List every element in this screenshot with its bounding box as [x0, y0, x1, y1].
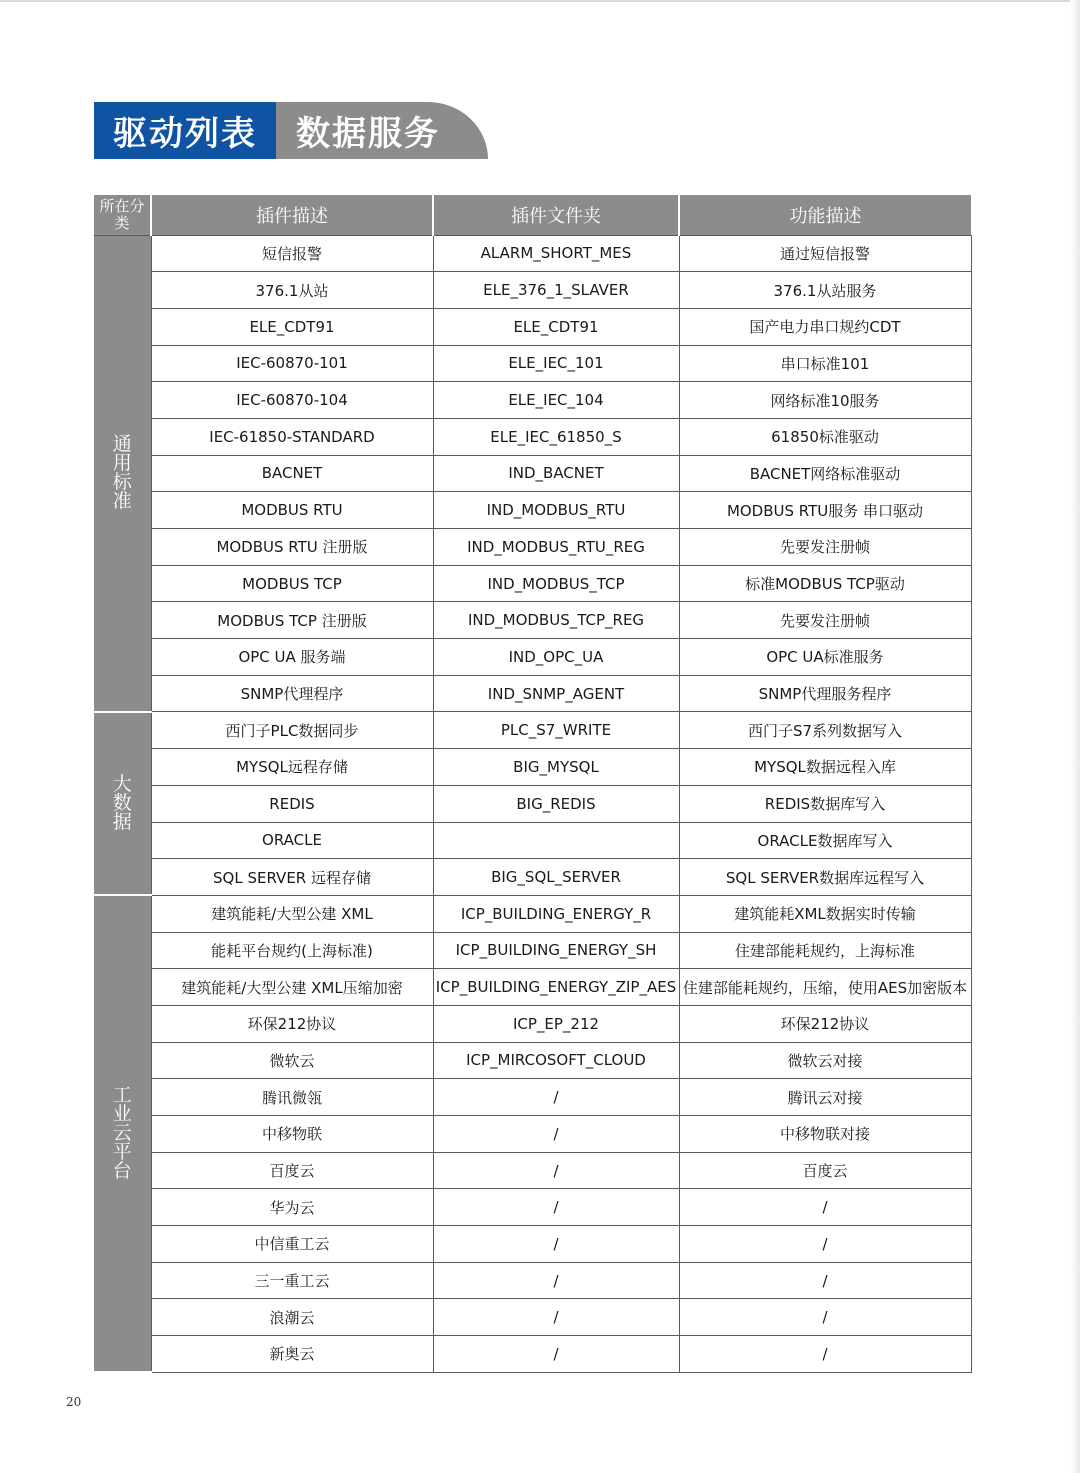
header-plugin: 插件描述: [151, 195, 433, 235]
table-row: [94, 895, 971, 932]
title-secondary: 数据服务: [276, 102, 488, 159]
plugin-cell: MODBUS RTU: [151, 492, 433, 529]
table-row: [94, 1336, 971, 1373]
table-row: [94, 492, 971, 529]
category-cell: [94, 895, 151, 1372]
table-row: [94, 969, 971, 1006]
folder-cell: /: [433, 1079, 679, 1116]
function-cell: 通过短信报警: [679, 235, 971, 272]
function-cell: SQL SERVER数据库远程写入: [679, 859, 971, 896]
table-row: [94, 1116, 971, 1153]
plugin-cell: BACNET: [151, 455, 433, 492]
folder-cell: [433, 822, 679, 859]
function-cell: 串口标准101: [679, 345, 971, 382]
plugin-cell: 环保212协议: [151, 1005, 433, 1042]
folder-cell: BIG_MYSQL: [433, 749, 679, 786]
plugin-cell: 微软云: [151, 1042, 433, 1079]
folder-cell: /: [433, 1116, 679, 1153]
folder-cell: /: [433, 1299, 679, 1336]
title-primary: 驱动列表: [94, 102, 276, 159]
plugin-cell: 短信报警: [151, 235, 433, 272]
folder-cell: /: [433, 1226, 679, 1263]
folder-cell: IND_MODBUS_TCP_REG: [433, 602, 679, 639]
folder-cell: /: [433, 1262, 679, 1299]
table-row: [94, 308, 971, 345]
folder-cell: BIG_SQL_SERVER: [433, 859, 679, 896]
function-cell: 先要发注册帧: [679, 529, 971, 566]
folder-cell: ICP_MIRCOSOFT_CLOUD: [433, 1042, 679, 1079]
table-row: [94, 785, 971, 822]
function-cell: 建筑能耗XML数据实时传输: [679, 895, 971, 932]
table-row: [94, 1299, 971, 1336]
table-row: [94, 529, 971, 566]
plugin-cell: 中信重工云: [151, 1226, 433, 1263]
driver-table: [94, 195, 972, 1373]
folder-cell: /: [433, 1336, 679, 1373]
function-cell: 百度云: [679, 1152, 971, 1189]
page-top-border: [0, 0, 1080, 2]
folder-cell: ELE_IEC_101: [433, 345, 679, 382]
page-number: 20: [66, 1395, 82, 1409]
table-body: [94, 235, 971, 1372]
table-row: [94, 272, 971, 309]
folder-cell: IND_MODBUS_RTU_REG: [433, 529, 679, 566]
function-cell: 住建部能耗规约，压缩，使用AES加密版本: [679, 969, 971, 1006]
table-row: [94, 418, 971, 455]
folder-cell: ELE_IEC_104: [433, 382, 679, 419]
plugin-cell: 百度云: [151, 1152, 433, 1189]
plugin-cell: MODBUS TCP 注册版: [151, 602, 433, 639]
table-row: [94, 345, 971, 382]
function-cell: 腾讯云对接: [679, 1079, 971, 1116]
header-folder: 插件文件夹: [433, 195, 679, 235]
plugin-cell: ELE_CDT91: [151, 308, 433, 345]
function-cell: 中移物联对接: [679, 1116, 971, 1153]
function-cell: REDIS数据库写入: [679, 785, 971, 822]
folder-cell: IND_MODBUS_TCP: [433, 565, 679, 602]
plugin-cell: MYSQL远程存储: [151, 749, 433, 786]
function-cell: MODBUS RTU服务 串口驱动: [679, 492, 971, 529]
category-cell: [94, 712, 151, 895]
plugin-cell: 中移物联: [151, 1116, 433, 1153]
folder-cell: /: [433, 1189, 679, 1226]
plugin-cell: 建筑能耗/大型公建 XML: [151, 895, 433, 932]
function-cell: 标准MODBUS TCP驱动: [679, 565, 971, 602]
function-cell: ORACLE数据库写入: [679, 822, 971, 859]
table-row: [94, 675, 971, 712]
folder-cell: ICP_BUILDING_ENERGY_SH: [433, 932, 679, 969]
plugin-cell: 能耗平台规约(上海标准): [151, 932, 433, 969]
plugin-cell: IEC-60870-104: [151, 382, 433, 419]
function-cell: BACNET网络标准驱动: [679, 455, 971, 492]
category-label: 大数据: [112, 773, 132, 834]
function-cell: /: [679, 1336, 971, 1373]
table-row: [94, 859, 971, 896]
folder-cell: IND_OPC_UA: [433, 639, 679, 676]
plugin-cell: 新奥云: [151, 1336, 433, 1373]
function-cell: 国产电力串口规约CDT: [679, 308, 971, 345]
function-cell: 微软云对接: [679, 1042, 971, 1079]
table-row: [94, 565, 971, 602]
function-cell: 环保212协议: [679, 1005, 971, 1042]
function-cell: /: [679, 1189, 971, 1226]
plugin-cell: SNMP代理程序: [151, 675, 433, 712]
folder-cell: ELE_CDT91: [433, 308, 679, 345]
plugin-cell: 三一重工云: [151, 1262, 433, 1299]
plugin-cell: SQL SERVER 远程存储: [151, 859, 433, 896]
folder-cell: ICP_BUILDING_ENERGY_ZIP_AES: [433, 969, 679, 1006]
function-cell: SNMP代理服务程序: [679, 675, 971, 712]
table-header-row: [94, 195, 971, 235]
function-cell: 西门子S7系列数据写入: [679, 712, 971, 749]
folder-cell: ELE_IEC_61850_S: [433, 418, 679, 455]
plugin-cell: 建筑能耗/大型公建 XML压缩加密: [151, 969, 433, 1006]
plugin-cell: MODBUS TCP: [151, 565, 433, 602]
function-cell: MYSQL数据远程入库: [679, 749, 971, 786]
table-row: [94, 1079, 971, 1116]
function-cell: OPC UA标准服务: [679, 639, 971, 676]
plugin-cell: 腾讯微瓴: [151, 1079, 433, 1116]
folder-cell: ALARM_SHORT_MES: [433, 235, 679, 272]
table-row: [94, 1189, 971, 1226]
plugin-cell: OPC UA 服务端: [151, 639, 433, 676]
folder-cell: ICP_BUILDING_ENERGY_R: [433, 895, 679, 932]
plugin-cell: REDIS: [151, 785, 433, 822]
plugin-cell: MODBUS RTU 注册版: [151, 529, 433, 566]
plugin-cell: 浪潮云: [151, 1299, 433, 1336]
folder-cell: PLC_S7_WRITE: [433, 712, 679, 749]
plugin-cell: 华为云: [151, 1189, 433, 1226]
category-label: 通用标准: [112, 433, 132, 513]
table-row: [94, 455, 971, 492]
table-row: [94, 639, 971, 676]
folder-cell: ICP_EP_212: [433, 1005, 679, 1042]
header-function: 功能描述: [679, 195, 971, 235]
folder-cell: ELE_376_1_SLAVER: [433, 272, 679, 309]
title-banner: [94, 102, 488, 159]
plugin-cell: 西门子PLC数据同步: [151, 712, 433, 749]
table-row: [94, 932, 971, 969]
function-cell: 61850标准驱动: [679, 418, 971, 455]
table-row: [94, 382, 971, 419]
table-row: [94, 235, 971, 272]
table-row: [94, 1152, 971, 1189]
function-cell: 网络标准10服务: [679, 382, 971, 419]
folder-cell: IND_MODBUS_RTU: [433, 492, 679, 529]
function-cell: /: [679, 1226, 971, 1263]
folder-cell: IND_BACNET: [433, 455, 679, 492]
function-cell: /: [679, 1299, 971, 1336]
table-row: [94, 822, 971, 859]
table-row: [94, 1262, 971, 1299]
plugin-cell: ORACLE: [151, 822, 433, 859]
folder-cell: BIG_REDIS: [433, 785, 679, 822]
table-row: [94, 1042, 971, 1079]
plugin-cell: 376.1从站: [151, 272, 433, 309]
function-cell: 住建部能耗规约，上海标准: [679, 932, 971, 969]
table-row: [94, 1226, 971, 1263]
folder-cell: IND_SNMP_AGENT: [433, 675, 679, 712]
plugin-cell: IEC-60870-101: [151, 345, 433, 382]
table-row: [94, 749, 971, 786]
category-cell: [94, 235, 151, 712]
function-cell: 376.1从站服务: [679, 272, 971, 309]
page-edge-shadow: [1070, 0, 1080, 1473]
table-row: [94, 1005, 971, 1042]
folder-cell: /: [433, 1152, 679, 1189]
plugin-cell: IEC-61850-STANDARD: [151, 418, 433, 455]
table-row: [94, 712, 971, 749]
category-label: 工业云平台: [112, 1084, 132, 1183]
table-row: [94, 602, 971, 639]
function-cell: /: [679, 1262, 971, 1299]
function-cell: 先要发注册帧: [679, 602, 971, 639]
header-category: 所在分类: [94, 195, 151, 235]
